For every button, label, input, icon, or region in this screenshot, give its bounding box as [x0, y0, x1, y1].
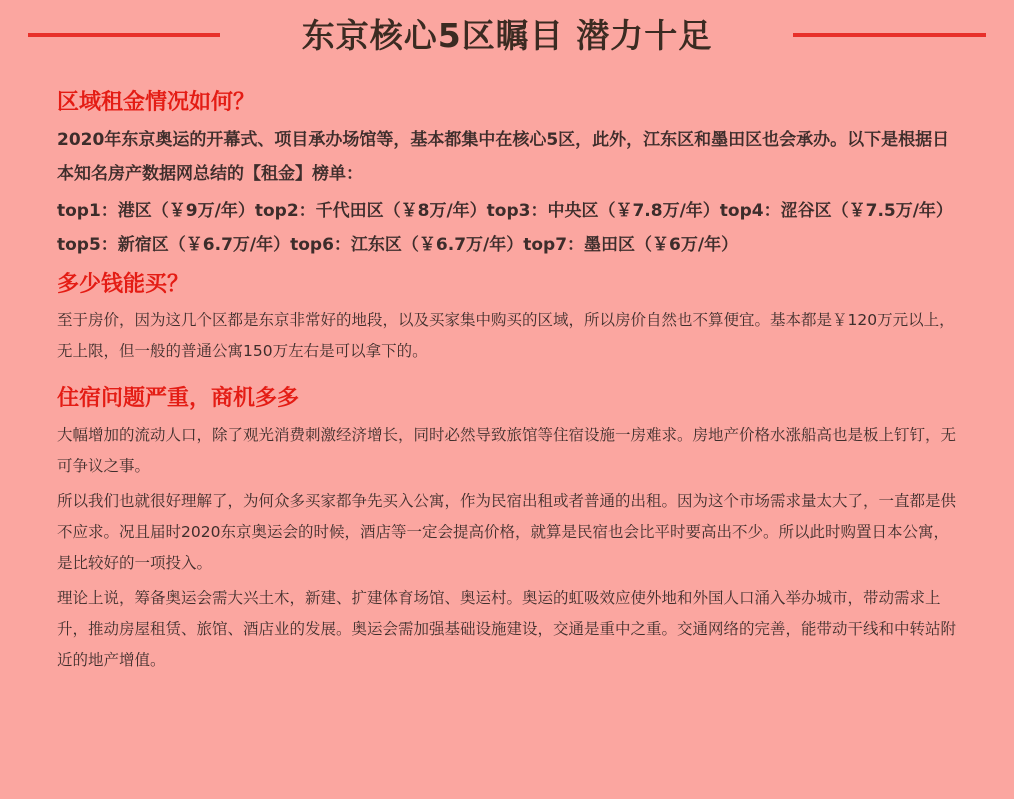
title-divider-left	[28, 33, 220, 37]
paragraph: 2020年东京奥运的开幕式、项目承办场馆等，基本都集中在核心5区，此外，江东区和墨田区也会承办。以下是根据日本知名房产数据网总结的【租金】榜单：	[57, 130, 950, 184]
section-heading: 住宿问题严重，商机多多	[57, 386, 300, 411]
paragraph: 大幅增加的流动人口，除了观光消费刺激经济增长，同时必然导致旅馆等住宿设施一房难求。房地产价格水涨船高也是板上钉钉，无可争议之事。	[57, 426, 957, 475]
title-divider-right	[793, 33, 986, 37]
section-price	[57, 268, 957, 367]
section-rent	[57, 86, 957, 262]
paragraph: 理论上说，筹备奥运会需大兴土木，新建、扩建体育场馆、奥运村。奥运的虹吸效应使外地和外国人口涌入举办城市，带动需求上升，推动房屋租赁、旅馆、酒店业的发展。奥运会需加强基础设施建设，交通是重中之重。交通网络的完善，能带动干线和中转站附近的地产增值。	[57, 589, 957, 669]
section-lodging	[57, 382, 957, 676]
rent-ranking-list: top1：港区（￥9万/年）top2：千代田区（￥8万/年）top3：中央区（￥7.8万/年）top4：涩谷区（￥7.5万/年）top5：新宿区（￥6.7万/年）top6：江东区（￥6.7万/年）top7：墨田区（￥6万/年）	[57, 201, 953, 255]
paragraph: 所以我们也就很好理解了，为何众多买家都争先买入公寓，作为民宿出租或者普通的出租。因为这个市场需求量太大了，一直都是供不应求。况且届时2020东京奥运会的时候，酒店等一定会提高价格，就算是民宿也会比平时要高出不少。所以此时购置日本公寓，是比较好的一项投入。	[57, 492, 957, 572]
paragraph: 至于房价，因为这几个区都是东京非常好的地段，以及买家集中购买的区域，所以房价自然也不算便宜。基本都是￥120万元以上，无上限，但一般的普通公寓150万左右是可以拿下的。	[57, 311, 955, 360]
page-title: 东京核心5区瞩目 潜力十足	[301, 16, 713, 55]
article-body	[57, 86, 957, 676]
section-heading: 区域租金情况如何？	[57, 90, 256, 115]
page-header	[0, 0, 1014, 70]
section-heading: 多少钱能买？	[57, 272, 190, 297]
